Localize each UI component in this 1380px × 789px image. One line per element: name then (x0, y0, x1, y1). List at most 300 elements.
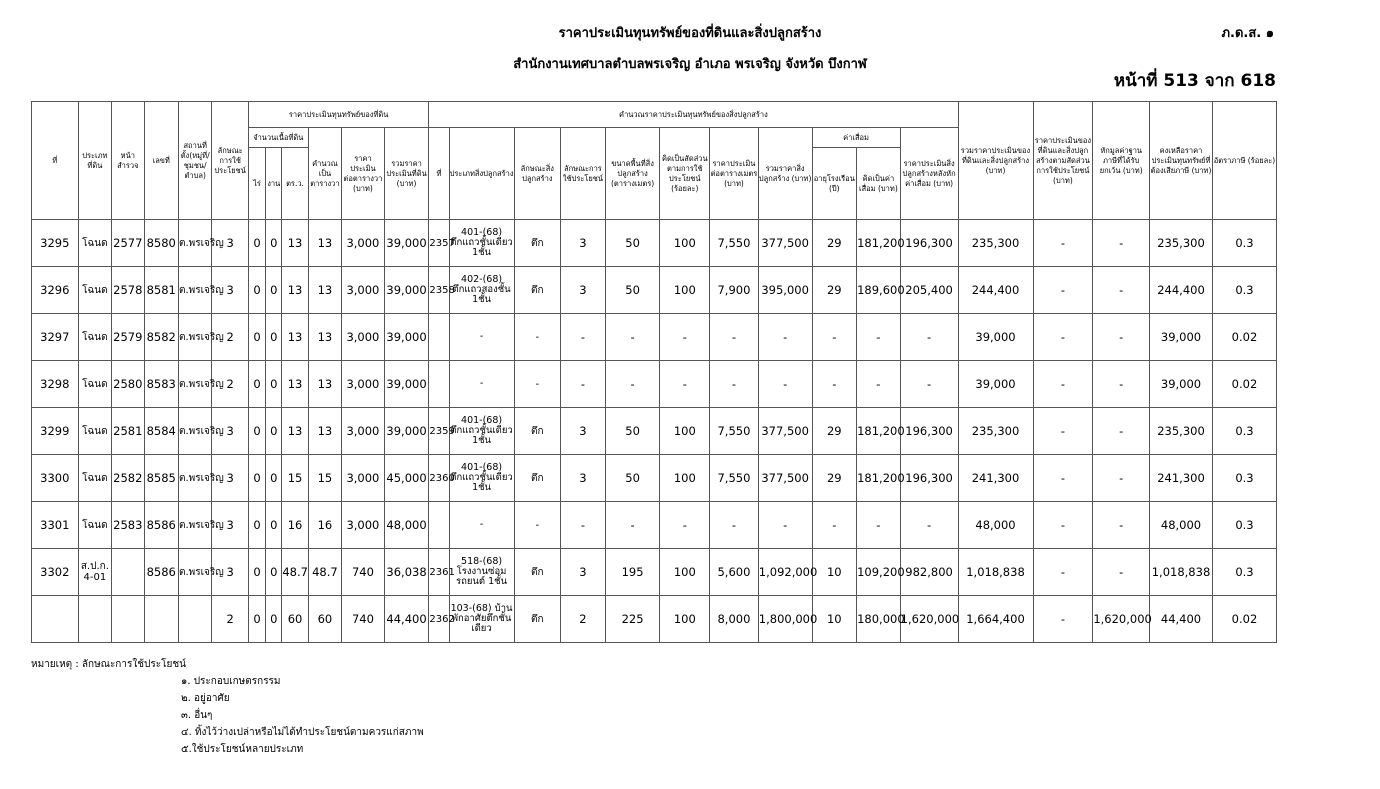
table-row (32, 455, 1277, 502)
cell-bld-total: 1,800,000 (758, 596, 812, 643)
cell-location: ต.พรเจริญ (178, 502, 211, 549)
col-page: หน้าสำรวจ (112, 102, 144, 220)
cell-remain: 44,400 (1150, 596, 1213, 643)
cell-page: 2582 (112, 455, 144, 502)
note-item: ๕.ใช้ประโยชน์หลายประเภท (181, 744, 304, 755)
cell-rate: 0.3 (1212, 502, 1276, 549)
cell-proportional: - (1033, 502, 1093, 549)
cell-size: 50 (605, 267, 660, 314)
cell-total: 39,000 (958, 314, 1033, 361)
cell-deduct: 1,620,000 (1093, 596, 1150, 643)
col-bld-use: ลักษณะการใช้ประโยชน์ (561, 128, 606, 220)
table-row (32, 267, 1277, 314)
cell-rai: 0 (248, 455, 265, 502)
cell-page: 2580 (112, 361, 144, 408)
cell-price-wa: 740 (342, 549, 385, 596)
cell-price-wa: 3,000 (342, 408, 385, 455)
cell-number: 8586 (144, 502, 178, 549)
col-percent: คิดเป็นสัดส่วนตามการใช้ประโยชน์ (ร้อยละ) (660, 128, 710, 220)
cell-total: 244,400 (958, 267, 1033, 314)
cell-rate: 0.3 (1212, 220, 1276, 267)
cell-bld-total: 377,500 (758, 408, 812, 455)
cell-bld-total: - (758, 314, 812, 361)
cell-deduct: - (1093, 314, 1150, 361)
cell-size: - (605, 502, 660, 549)
col-size: ขนาดพื้นที่สิ่งปลูกสร้าง (ตารางเมตร) (605, 128, 660, 220)
cell-wa: 15 (282, 455, 308, 502)
cell-remain: 1,018,838 (1150, 549, 1213, 596)
cell-land-total: 39,000 (384, 267, 429, 314)
cell-price-wa: 3,000 (342, 220, 385, 267)
cell-price-wa: 3,000 (342, 455, 385, 502)
col-land-total: รวมราคาประเมินที่ดิน (บาท) (384, 128, 429, 220)
cell-no: 3296 (32, 267, 79, 314)
col-bld-no: ที่ (429, 128, 449, 220)
col-use: ลักษณะการใช้ประโยชน์ (212, 102, 248, 220)
cell-no: 3299 (32, 408, 79, 455)
cell-location: ต.พรเจริญ (178, 314, 211, 361)
cell-location (178, 596, 211, 643)
cell-page: 2577 (112, 220, 144, 267)
table-row (32, 408, 1277, 455)
col-number: เลขที่ (144, 102, 178, 220)
cell-size: 225 (605, 596, 660, 643)
cell-proportional: - (1033, 220, 1093, 267)
cell-ngan: 0 (266, 502, 282, 549)
cell-use: 3 (212, 549, 248, 596)
cell-bld-type: - (449, 361, 514, 408)
cell-remain: 235,300 (1150, 220, 1213, 267)
cell-remain: 241,300 (1150, 455, 1213, 502)
cell-total: 1,018,838 (958, 549, 1033, 596)
cell-price-sqm: 7,900 (710, 267, 759, 314)
cell-price-wa: 3,000 (342, 314, 385, 361)
cell-bld-no: 2357 (429, 220, 449, 267)
cell-bld-no (429, 502, 449, 549)
note-item: ๑. ประกอบเกษตรกรรม (181, 676, 281, 687)
cell-bld-total: 1,092,000 (758, 549, 812, 596)
cell-rai: 0 (248, 549, 265, 596)
cell-dep-value: 181,200 (857, 455, 901, 502)
cell-ngan: 0 (266, 408, 282, 455)
cell-rai: 0 (248, 408, 265, 455)
cell-percent: 100 (660, 220, 710, 267)
col-group-area: จำนวนเนื้อที่ดิน (248, 128, 308, 148)
cell-land-type: โฉนด (78, 267, 111, 314)
cell-age: 29 (812, 220, 857, 267)
cell-total: 39,000 (958, 361, 1033, 408)
cell-size: - (605, 361, 660, 408)
col-group-building: คำนวณราคาประเมินทุนทรัพย์ของสิ่งปลูกสร้าง (429, 102, 958, 128)
cell-page: 2583 (112, 502, 144, 549)
cell-size: 50 (605, 220, 660, 267)
cell-location: ต.พรเจริญ (178, 408, 211, 455)
cell-sqwa: 13 (308, 408, 341, 455)
cell-percent: - (660, 502, 710, 549)
cell-sqwa: 13 (308, 267, 341, 314)
cell-wa: 16 (282, 502, 308, 549)
notes-label: หมายเหตุ : ลักษณะการใช้ประโยชน์ (31, 659, 186, 670)
cell-ngan: 0 (266, 549, 282, 596)
cell-age: 29 (812, 455, 857, 502)
cell-percent: - (660, 314, 710, 361)
col-rate: อัตราภาษี (ร้อยละ) (1212, 102, 1276, 220)
col-total: รวมราคาประเมินของที่ดินและสิ่งปลูกสร้าง (บาท) (958, 102, 1033, 220)
cell-bld-kind: ตึก (514, 408, 561, 455)
cell-wa: 60 (282, 596, 308, 643)
cell-location: ต.พรเจริญ (178, 455, 211, 502)
cell-bld-kind: ตึก (514, 267, 561, 314)
cell-ngan: 0 (266, 220, 282, 267)
cell-rate: 0.02 (1212, 361, 1276, 408)
col-bld-kind: ลักษณะสิ่งปลูกสร้าง (514, 128, 561, 220)
cell-rate: 0.3 (1212, 549, 1276, 596)
page-title: ราคาประเมินทุนทรัพย์ของที่ดินและสิ่งปลูกสร้าง (558, 26, 822, 41)
cell-total: 235,300 (958, 408, 1033, 455)
cell-price-sqm: 8,000 (710, 596, 759, 643)
cell-rai: 0 (248, 502, 265, 549)
cell-total: 235,300 (958, 220, 1033, 267)
cell-number (144, 596, 178, 643)
cell-number: 8581 (144, 267, 178, 314)
notes (31, 656, 424, 758)
cell-land-total: 44,400 (384, 596, 429, 643)
cell-page: 2578 (112, 267, 144, 314)
cell-bld-no (429, 314, 449, 361)
cell-land-total: 39,000 (384, 408, 429, 455)
cell-use: 2 (212, 596, 248, 643)
cell-rate: 0.3 (1212, 267, 1276, 314)
cell-sqwa: 13 (308, 220, 341, 267)
cell-bld-no: 2362 (429, 596, 449, 643)
col-land-type: ประเภทที่ดิน (78, 102, 111, 220)
cell-land-total: 36,038 (384, 549, 429, 596)
cell-dep-value: 181,200 (857, 408, 901, 455)
cell-proportional: - (1033, 267, 1093, 314)
cell-ngan: 0 (266, 267, 282, 314)
cell-use: 2 (212, 314, 248, 361)
cell-rate: 0.3 (1212, 408, 1276, 455)
page-number: หน้าที่ 513 จาก 618 (1113, 71, 1276, 91)
cell-size: 195 (605, 549, 660, 596)
cell-page (112, 549, 144, 596)
cell-total: 241,300 (958, 455, 1033, 502)
cell-bld-total: 377,500 (758, 455, 812, 502)
table-row (32, 361, 1277, 408)
cell-bld-no: 2360 (429, 455, 449, 502)
col-bld-net: ราคาประเมินสิ่งปลูกสร้างหลังหักค่าเสื่อม (บาท) (900, 128, 958, 220)
cell-remain: 48,000 (1150, 502, 1213, 549)
table-row (32, 502, 1277, 549)
cell-bld-use: 3 (561, 455, 606, 502)
cell-price-sqm: 7,550 (710, 408, 759, 455)
cell-no: 3302 (32, 549, 79, 596)
cell-proportional: - (1033, 596, 1093, 643)
cell-price-sqm: 7,550 (710, 220, 759, 267)
cell-wa: 48.7 (282, 549, 308, 596)
cell-wa: 13 (282, 267, 308, 314)
cell-bld-net: 196,300 (900, 408, 958, 455)
cell-no: 3301 (32, 502, 79, 549)
page-subtitle: สำนักงานเทศบาลตำบลพรเจริญ อำเภอ พรเจริญ จังหวัด บึงกาฬ (513, 57, 867, 72)
cell-ngan: 0 (266, 314, 282, 361)
cell-no: 3297 (32, 314, 79, 361)
cell-remain: 235,300 (1150, 408, 1213, 455)
cell-bld-kind: ตึก (514, 549, 561, 596)
cell-price-sqm: - (710, 502, 759, 549)
cell-location: ต.พรเจริญ (178, 361, 211, 408)
cell-use: 3 (212, 502, 248, 549)
cell-land-type: โฉนด (78, 314, 111, 361)
cell-size: 50 (605, 455, 660, 502)
cell-bld-total: - (758, 502, 812, 549)
cell-land-type: โฉนด (78, 502, 111, 549)
cell-location: ต.พรเจริญ (178, 220, 211, 267)
cell-page: 2579 (112, 314, 144, 361)
cell-bld-kind: - (514, 361, 561, 408)
form-code: ภ.ด.ส. ๑ (1221, 26, 1274, 41)
cell-bld-use: - (561, 361, 606, 408)
cell-bld-no: 2361 (429, 549, 449, 596)
col-ngan: งาน (266, 148, 282, 220)
cell-bld-type: 402-(68) ตึกแถวสองชั้น 1ชั้น (449, 267, 514, 314)
cell-dep-value: - (857, 502, 901, 549)
col-remain: คงเหลือราคาประเมินทุนทรัพย์ที่ต้องเสียภาษี (บาท) (1150, 102, 1213, 220)
cell-sqwa: 13 (308, 361, 341, 408)
cell-land-type: โฉนด (78, 361, 111, 408)
cell-land-total: 39,000 (384, 314, 429, 361)
cell-bld-type: 401-(68) ตึกแถวชั้นเดียว 1ชั้น (449, 455, 514, 502)
cell-total: 1,664,400 (958, 596, 1033, 643)
cell-ngan: 0 (266, 361, 282, 408)
cell-price-sqm: - (710, 314, 759, 361)
cell-percent: 100 (660, 408, 710, 455)
cell-proportional: - (1033, 455, 1093, 502)
cell-age: - (812, 361, 857, 408)
cell-bld-use: 3 (561, 267, 606, 314)
cell-land-type: โฉนด (78, 408, 111, 455)
cell-land-total: 39,000 (384, 361, 429, 408)
cell-bld-net: 196,300 (900, 220, 958, 267)
cell-land-type: ส.ป.ก. 4-01 (78, 549, 111, 596)
cell-bld-use: 3 (561, 549, 606, 596)
cell-rate: 0.02 (1212, 596, 1276, 643)
cell-no (32, 596, 79, 643)
cell-percent: 100 (660, 455, 710, 502)
cell-percent: 100 (660, 596, 710, 643)
cell-no: 3295 (32, 220, 79, 267)
cell-rai: 0 (248, 314, 265, 361)
cell-proportional: - (1033, 408, 1093, 455)
col-age: อายุโรงเรือน (ปี) (812, 148, 857, 220)
cell-rai: 0 (248, 220, 265, 267)
cell-price-sqm: 7,550 (710, 455, 759, 502)
cell-age: 29 (812, 267, 857, 314)
cell-dep-value: - (857, 361, 901, 408)
cell-percent: 100 (660, 549, 710, 596)
cell-deduct: - (1093, 220, 1150, 267)
cell-number: 8585 (144, 455, 178, 502)
cell-price-sqm: 5,600 (710, 549, 759, 596)
cell-proportional: - (1033, 549, 1093, 596)
cell-wa: 13 (282, 408, 308, 455)
cell-ngan: 0 (266, 455, 282, 502)
cell-proportional: - (1033, 314, 1093, 361)
cell-bld-kind: ตึก (514, 596, 561, 643)
col-price-sqm: ราคาประเมินต่อตารางเมตร (บาท) (710, 128, 759, 220)
cell-bld-type: 401-(68) ตึกแถวชั้นเดียว 1ชั้น (449, 220, 514, 267)
cell-deduct: - (1093, 408, 1150, 455)
cell-rai: 0 (248, 267, 265, 314)
cell-proportional: - (1033, 361, 1093, 408)
cell-price-sqm: - (710, 361, 759, 408)
cell-sqwa: 60 (308, 596, 341, 643)
cell-bld-total: - (758, 361, 812, 408)
cell-bld-type: - (449, 502, 514, 549)
col-wa: ตร.ว. (282, 148, 308, 220)
cell-bld-net: 1,620,000 (900, 596, 958, 643)
cell-age: - (812, 314, 857, 361)
cell-use: 3 (212, 455, 248, 502)
cell-bld-total: 395,000 (758, 267, 812, 314)
cell-use: 3 (212, 220, 248, 267)
cell-dep-value: 109,200 (857, 549, 901, 596)
cell-size: 50 (605, 408, 660, 455)
cell-dep-value: - (857, 314, 901, 361)
cell-wa: 13 (282, 220, 308, 267)
cell-bld-use: 3 (561, 220, 606, 267)
cell-sqwa: 16 (308, 502, 341, 549)
cell-number: 8582 (144, 314, 178, 361)
col-proportional: ราคาประเมินของที่ดินและสิ่งปลูกสร้างตามสัดส่วนการใช้ประโยชน์ (บาท) (1033, 102, 1093, 220)
table-row (32, 549, 1277, 596)
cell-bld-type: 401-(68) ตึกแถวชั้นเดียว 1ชั้น (449, 408, 514, 455)
cell-price-wa: 3,000 (342, 502, 385, 549)
cell-sqwa: 15 (308, 455, 341, 502)
cell-number: 8580 (144, 220, 178, 267)
col-sqwa: คำนวณเป็นตารางวา (308, 128, 341, 220)
table-row (32, 596, 1277, 643)
cell-bld-net: - (900, 502, 958, 549)
cell-bld-kind: - (514, 314, 561, 361)
cell-bld-use: 3 (561, 408, 606, 455)
cell-bld-no: 2358 (429, 267, 449, 314)
cell-percent: 100 (660, 267, 710, 314)
table-row (32, 220, 1277, 267)
col-bld-type: ประเภทสิ่งปลูกสร้าง (449, 128, 514, 220)
cell-bld-net: - (900, 361, 958, 408)
cell-bld-no (429, 361, 449, 408)
cell-bld-net: 205,400 (900, 267, 958, 314)
cell-land-type: โฉนด (78, 220, 111, 267)
cell-remain: 244,400 (1150, 267, 1213, 314)
cell-sqwa: 48.7 (308, 549, 341, 596)
table-row (32, 314, 1277, 361)
cell-land-type (78, 596, 111, 643)
col-location: สถานที่ตั้ง(หมู่ที่/ชุมชน/ตำบล) (178, 102, 211, 220)
cell-price-wa: 3,000 (342, 361, 385, 408)
cell-bld-use: - (561, 314, 606, 361)
cell-sqwa: 13 (308, 314, 341, 361)
cell-rai: 0 (248, 596, 265, 643)
cell-age: 10 (812, 596, 857, 643)
cell-wa: 13 (282, 361, 308, 408)
cell-bld-use: 2 (561, 596, 606, 643)
cell-bld-type: 518-(68) โรงงานซ่อมรถยนต์ 1ชั้น (449, 549, 514, 596)
cell-use: 2 (212, 361, 248, 408)
cell-remain: 39,000 (1150, 314, 1213, 361)
cell-ngan: 0 (266, 596, 282, 643)
cell-dep-value: 181,200 (857, 220, 901, 267)
cell-price-wa: 3,000 (342, 267, 385, 314)
cell-bld-net: 196,300 (900, 455, 958, 502)
col-dep-value: คิดเป็นค่าเสื่อม (บาท) (857, 148, 901, 220)
cell-bld-use: - (561, 502, 606, 549)
cell-bld-type: - (449, 314, 514, 361)
cell-deduct: - (1093, 549, 1150, 596)
cell-use: 3 (212, 408, 248, 455)
cell-location: ต.พรเจริญ (178, 549, 211, 596)
cell-land-type: โฉนด (78, 455, 111, 502)
cell-deduct: - (1093, 455, 1150, 502)
cell-age: 29 (812, 408, 857, 455)
cell-bld-kind: - (514, 502, 561, 549)
col-price-wa: ราคาประเมินต่อตารางวา (บาท) (342, 128, 385, 220)
cell-no: 3300 (32, 455, 79, 502)
cell-rate: 0.02 (1212, 314, 1276, 361)
note-item: ๒. อยู่อาศัย (181, 693, 230, 704)
cell-wa: 13 (282, 314, 308, 361)
col-group-land: ราคาประเมินทุนทรัพย์ของที่ดิน (248, 102, 428, 128)
cell-land-total: 48,000 (384, 502, 429, 549)
cell-number: 8586 (144, 549, 178, 596)
cell-size: - (605, 314, 660, 361)
cell-use: 3 (212, 267, 248, 314)
cell-number: 8584 (144, 408, 178, 455)
cell-deduct: - (1093, 361, 1150, 408)
cell-bld-kind: ตึก (514, 455, 561, 502)
cell-rai: 0 (248, 361, 265, 408)
cell-page (112, 596, 144, 643)
cell-deduct: - (1093, 267, 1150, 314)
cell-bld-type: 103-(68) บ้านพักอาศัยตึกชั้นเดียว (449, 596, 514, 643)
cell-page: 2581 (112, 408, 144, 455)
cell-rate: 0.3 (1212, 455, 1276, 502)
cell-deduct: - (1093, 502, 1150, 549)
cell-bld-total: 377,500 (758, 220, 812, 267)
cell-dep-value: 189,600 (857, 267, 901, 314)
cell-bld-net: - (900, 314, 958, 361)
cell-age: - (812, 502, 857, 549)
note-item: ๓. อื่นๆ (181, 710, 213, 721)
cell-bld-net: 982,800 (900, 549, 958, 596)
cell-percent: - (660, 361, 710, 408)
cell-location: ต.พรเจริญ (178, 267, 211, 314)
cell-land-total: 45,000 (384, 455, 429, 502)
col-rai: ไร่ (248, 148, 265, 220)
cell-age: 10 (812, 549, 857, 596)
col-no: ที่ (32, 102, 79, 220)
cell-remain: 39,000 (1150, 361, 1213, 408)
cell-no: 3298 (32, 361, 79, 408)
cell-number: 8583 (144, 361, 178, 408)
col-bld-total: รวมราคาสิ่งปลูกสร้าง (บาท) (758, 128, 812, 220)
cell-price-wa: 740 (342, 596, 385, 643)
cell-bld-kind: ตึก (514, 220, 561, 267)
cell-dep-value: 180,000 (857, 596, 901, 643)
col-group-depreciation: ค่าเสื่อม (812, 128, 900, 148)
assessment-table (31, 101, 1277, 643)
